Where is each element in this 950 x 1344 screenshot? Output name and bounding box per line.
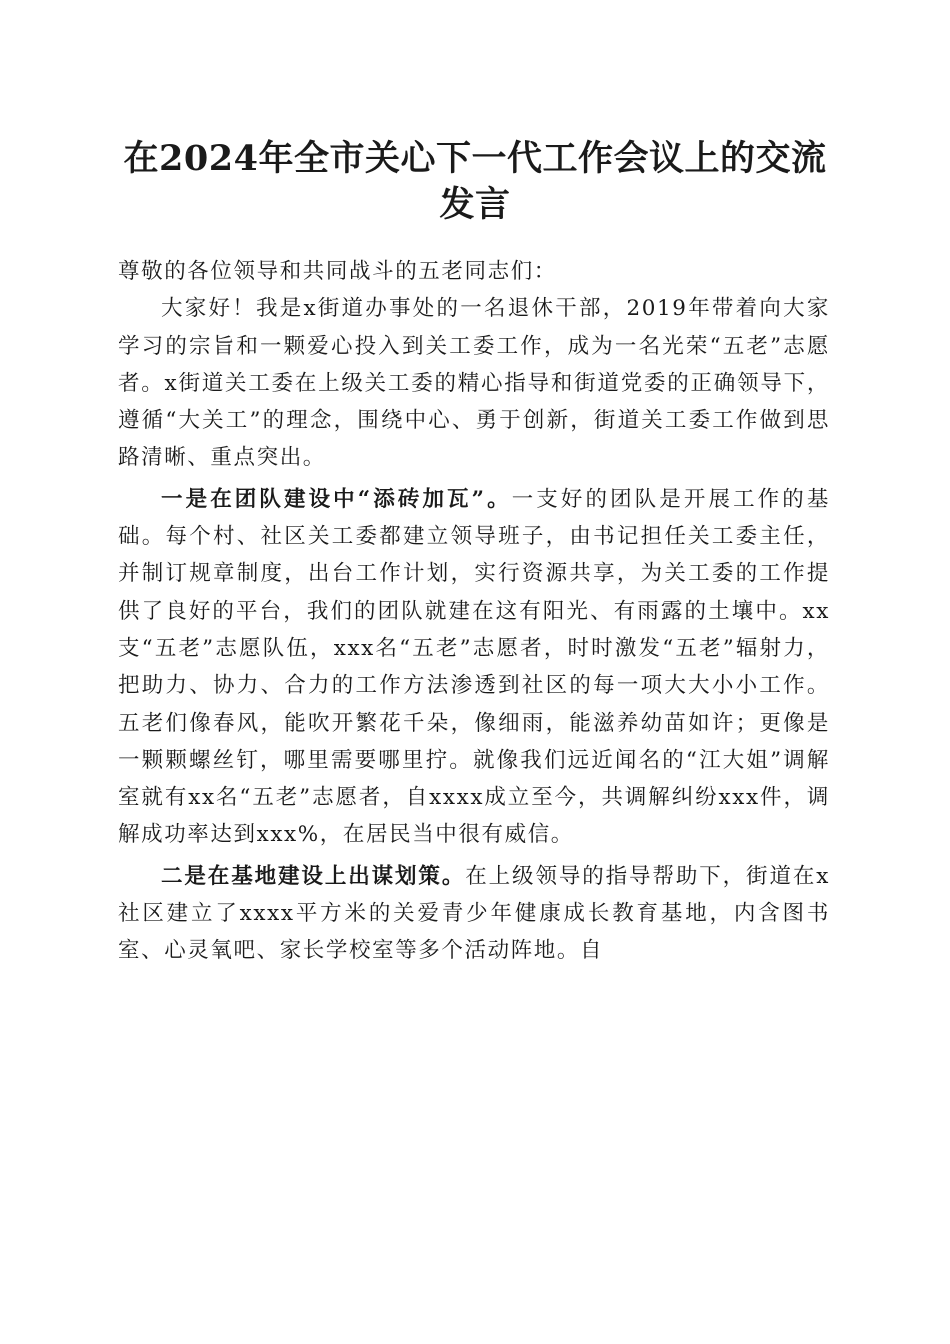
paragraph-lead: 一是在团队建设中“添砖加瓦”。 [161,486,512,512]
document-body [118,253,830,970]
paragraph-team-building [118,481,830,854]
paragraph-text: 在上级领导的指导帮助下，街道在x社区建立了xxxx平方米的关爱青少年健康成长教育基地，内含图书室、心灵氧吧、家长学校室等多个活动阵地。自 [118,863,830,964]
salutation: 尊敬的各位领导和共同战斗的五老同志们： [118,259,557,284]
title-line-1: 在2024年全市关心下一代工作会议上的交流 [123,138,827,179]
paragraph-text: 大家好！我是x街道办事处的一名退休干部，2019年带着向大家学习的宗旨和一颗爱心投入到关工委工作，成为一名光荣“五老”志愿者。x街道关工委在上级关工委的精心指导和街道党委的正确领导下，遵循“大关工”的理念，围绕中心、勇于创新，街道关工委工作做到思路清晰、重点突出。 [118,296,830,471]
paragraph-intro [118,290,830,476]
document-title [110,136,840,228]
paragraph-lead: 二是在基地建设上出谋划策。 [161,863,466,889]
paragraph-text: 一支好的团队是开展工作的基础。每个村、社区关工委都建立领导班子，由书记担任关工委主任，并制订规章制度，出台工作计划，实行资源共享，为关工委的工作提供了良好的平台，我们的团队就建在这有阳光、有雨露的土壤中。xx支“五老”志愿队伍，xxx名“五老”志愿者，时时激发“五老”辐射力，把助力、协力、合力的工作方法渗透到社区的每一项大大小小工作。五老们像春风，能吹开繁花千朵，像细雨，能滋养幼苗如许；更像是一颗颗螺丝钉，哪里需要哪里拧。就像我们远近闻名的“江大姐”调解室就有xx名“五老”志愿者，自xxxx成立至今，共调解纠纷xxx件，调解成功率达到xxx%，在居民当中很有威信。 [118,486,830,848]
title-line-2: 发言 [439,184,511,225]
paragraph-base-building [118,858,830,970]
